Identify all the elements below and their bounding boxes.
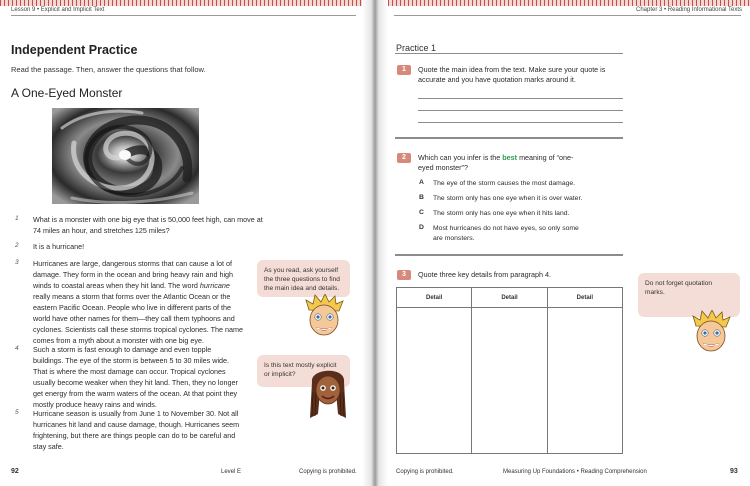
- option-text[interactable]: The eye of the storm causes the most damage.: [433, 180, 576, 187]
- table-cell[interactable]: [397, 308, 472, 454]
- page-title: Independent Practice: [11, 43, 138, 57]
- emphasis-word: best: [502, 153, 518, 162]
- question-text: [418, 153, 583, 173]
- option-letter[interactable]: D: [419, 224, 424, 231]
- paragraph-number: 2: [15, 242, 19, 249]
- question-text-part: meaning of “one-eyed monster”?: [418, 153, 574, 172]
- hurricane-image: [52, 108, 199, 204]
- header-rule: [11, 15, 356, 16]
- boy-character-icon: [690, 310, 732, 358]
- page-number: 93: [730, 468, 738, 475]
- option-letter[interactable]: A: [419, 179, 424, 186]
- answer-line[interactable]: [418, 110, 623, 111]
- question-text: Quote the main idea from the text. Make sure your quote is accurate and you have quotation marks around it.: [418, 65, 606, 84]
- details-table: [396, 287, 623, 454]
- question-text: Quote three key details from paragraph 4.: [418, 270, 552, 279]
- top-ruler-left: [0, 0, 362, 6]
- paragraph: Such a storm is fast enough to damage and even topple buildings. The eye of the storm is between 5 to 30 miles wide. That is where the most damage can occur. Tropical cyclones usually become weaker when they hit land. Then, they no longer get energy from the warm waters of the ocean. At that point they mostly produce heavy rains and winds.: [33, 345, 238, 409]
- paragraph: It is a hurricane!: [33, 242, 85, 251]
- copyright-notice: Copying is prohibited.: [299, 469, 357, 475]
- left-page: [0, 0, 372, 486]
- option-letter[interactable]: B: [419, 194, 424, 201]
- table-cell[interactable]: [472, 308, 547, 454]
- option-text[interactable]: Most hurricanes do not have eyes, so only some are monsters.: [433, 225, 579, 242]
- paragraph-text: Hurricanes are large, dangerous storms that can cause a lot of damage. They form in the ocean and bring heavy rain and high winds to coastal areas when they hit land. The word: [33, 259, 234, 290]
- story-title: A One-Eyed Monster: [11, 86, 123, 100]
- option-letter[interactable]: C: [419, 209, 424, 216]
- answer-line[interactable]: [418, 98, 623, 99]
- paragraph-number: 5: [15, 409, 19, 416]
- paragraph-number: 3: [15, 259, 19, 266]
- book-gutter: [362, 0, 388, 486]
- question-number: 3: [397, 270, 411, 280]
- question-text-part: Which can you infer is the: [418, 153, 503, 162]
- paragraph-text: really means a storm that forms over the Atlantic Ocean or the eastern Pacific Ocean. People who live in different parts of the world have other names for them—they call them typhoons and cyclones. Scientists call these storms tropical cyclones. The name comes from a myth about a monster with one big eye.: [33, 292, 243, 345]
- option-text[interactable]: The storm only has one eye when it is over water.: [433, 195, 583, 202]
- paragraph: Hurricane season is usually from June 1 to November 30. Not all hurricanes hit land and cause damage, though. Hurricanes seem frightening, but there are things people can do to be careful and stay safe.: [33, 409, 240, 451]
- paragraph-number: 1: [15, 215, 19, 222]
- option-text[interactable]: The storm only has one eye when it hits land.: [433, 210, 570, 217]
- section-divider: [395, 254, 623, 256]
- practice-label: Practice 1: [396, 43, 437, 53]
- boy-character-icon: [303, 294, 345, 342]
- table-header: Detail: [547, 288, 622, 308]
- table-header: Detail: [472, 288, 547, 308]
- question-number: 1: [397, 65, 411, 75]
- page-number: 92: [11, 468, 19, 475]
- paragraph-italic-word: hurricane: [199, 281, 230, 290]
- table-header: Detail: [397, 288, 472, 308]
- section-divider: [395, 137, 623, 139]
- paragraph: What is a monster with one big eye that is 50,000 feet high, can move at 74 miles an hour, and stretches 125 miles?: [33, 215, 263, 235]
- girl-character-icon: [306, 362, 350, 424]
- instructions: Read the passage. Then, answer the questions that follow.: [11, 65, 206, 74]
- tip-bubble: Is this text mostly explicit or implicit?: [257, 355, 350, 387]
- paragraph: [33, 258, 243, 346]
- answer-line[interactable]: [418, 122, 623, 123]
- tip-bubble: As you read, ask yourself the three questions to find the main idea and details.: [257, 260, 350, 297]
- level-label: Level E: [221, 469, 242, 475]
- paragraph-number: 4: [15, 345, 19, 352]
- book-title: Measuring Up Foundations • Reading Comprehension: [503, 469, 647, 475]
- question-number: 2: [397, 153, 411, 163]
- table-cell[interactable]: [547, 308, 622, 454]
- header-rule: [394, 15, 741, 16]
- chapter-header: Chapter 3 • Reading Informational Texts: [636, 7, 743, 13]
- practice-rule: [395, 53, 623, 54]
- top-ruler-right: [388, 0, 750, 6]
- copyright-notice: Copying is prohibited.: [396, 469, 454, 475]
- tip-bubble: Do not forget quotation marks.: [638, 273, 740, 317]
- lesson-header: Lesson 9 • Explicit and Implicit Text: [11, 7, 105, 13]
